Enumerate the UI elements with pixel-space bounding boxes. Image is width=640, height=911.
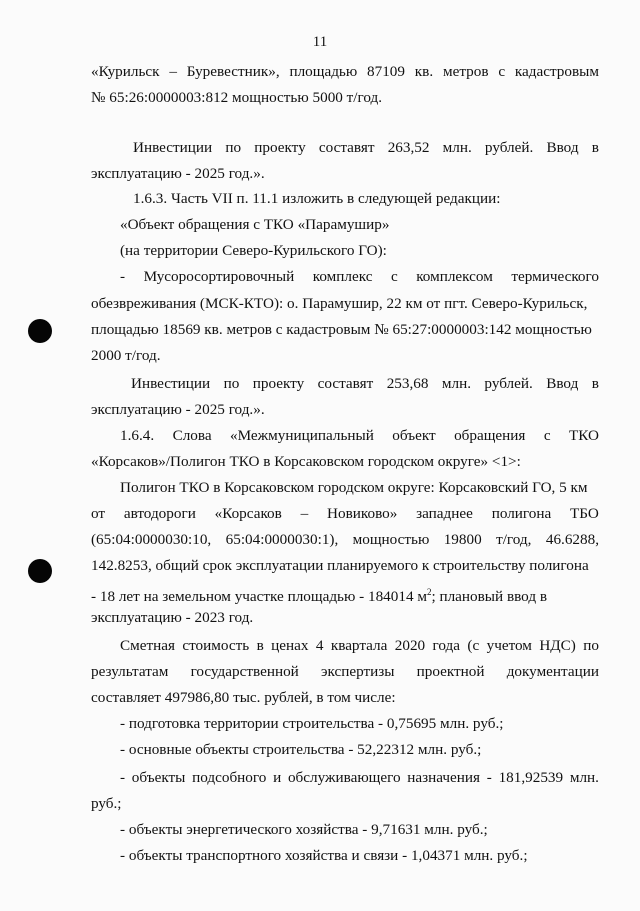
word: кадастровым (514, 63, 599, 80)
text-line: Полигон ТКО в Корсаковском городском округе: Корсаковский ГО, 5 км (120, 479, 588, 496)
word: 4 (315, 637, 324, 654)
word: по (583, 637, 599, 654)
word: Новиково» (327, 505, 398, 522)
word: рублей. (484, 139, 534, 156)
word: «Курильск (91, 63, 160, 80)
word: назначения (407, 769, 481, 786)
word: 253,68 (386, 375, 429, 392)
list-item (120, 768, 599, 788)
word: Сметная (120, 637, 175, 654)
page-number: 11 (312, 34, 328, 50)
text-line (91, 504, 599, 524)
text-line: (на территории Северо-Курильского ГО): (120, 242, 387, 259)
word: проектной (416, 663, 485, 680)
text-span: ; плановый ввод в (431, 588, 548, 605)
word: государственной (190, 663, 299, 680)
word: 65:04:0000030:1), (225, 531, 339, 548)
word: 263,52 (387, 139, 430, 156)
text-line: эксплуатацию - 2025 год.». (91, 401, 265, 418)
text-line: эксплуатацию - 2025 год.». (91, 165, 265, 182)
word: с (543, 427, 551, 444)
punch-hole-top (28, 319, 52, 343)
text-line: № 65:26:0000003:812 мощностью 5000 т/год. (91, 89, 383, 106)
word: ТКО (569, 427, 599, 444)
word: ценах (271, 637, 309, 654)
word: обращения (454, 427, 526, 444)
word: квартала (330, 637, 388, 654)
word: в (591, 375, 599, 392)
word: автодороги (123, 505, 196, 522)
text-line (120, 426, 599, 446)
word: - (120, 769, 126, 786)
word: 87109 (367, 63, 405, 80)
word: Слова (172, 427, 212, 444)
text-line: обезвреживания (МСК-КТО): о. Парамушир, 22 км от пгт. Северо-Курильск, (91, 295, 588, 312)
word: - (486, 769, 492, 786)
word: рублей. (484, 375, 533, 392)
superscript: 2 (426, 587, 432, 597)
word: от (91, 505, 106, 522)
punch-hole-bottom (28, 559, 52, 583)
list-item: - основные объекты строительства - 52,22312 млн. руб.; (120, 741, 482, 758)
word: с (390, 268, 398, 285)
word: в (591, 139, 599, 156)
word: «Корсаков (214, 505, 282, 522)
text-line: 142.8253, общий срок эксплуатации планируемого к строительству полигона (91, 557, 589, 574)
word: учетом (486, 637, 532, 654)
word: обслуживающего (287, 769, 401, 786)
word: Ввод (546, 375, 579, 392)
text-line: «Корсаков»/Полигон ТКО в Корсаковском городском округе» <1>: (91, 453, 521, 470)
word: – (300, 505, 309, 522)
text-line (120, 267, 599, 287)
word: 181,92539 (498, 769, 564, 786)
text-line (131, 374, 599, 394)
text-line: «Объект обращения с ТКО «Парамушир» (120, 216, 390, 233)
word: «Межмуниципальный (230, 427, 374, 444)
list-item: - объекты энергетического хозяйства - 9,71631 млн. руб.; (120, 821, 488, 838)
word: т/год, (496, 531, 532, 548)
text-line: эксплуатацию - 2023 год. (91, 609, 254, 626)
word: экспертизы (320, 663, 395, 680)
text-line (120, 636, 599, 656)
word: проекту (254, 139, 306, 156)
word: составят (318, 139, 375, 156)
word: Инвестиции (133, 139, 213, 156)
text-line: руб.; (91, 795, 122, 812)
text-line: площадью 18569 кв. метров с кадастровым № 65:27:0000003:142 мощностью (91, 321, 592, 338)
word: (с (467, 637, 480, 654)
word: мощностью (352, 531, 430, 548)
word: 19800 (443, 531, 482, 548)
word: метров (442, 63, 489, 80)
word: и (273, 769, 282, 786)
word: площадью (289, 63, 358, 80)
word: по (225, 139, 242, 156)
word: термического (511, 268, 599, 285)
text-span: - 18 лет на земельном участке площадью - 184014 м (91, 588, 427, 605)
word: Мусоросортировочный (143, 268, 295, 285)
word: 46.6288, (545, 531, 599, 548)
word: - (120, 268, 126, 285)
word: млн. (441, 375, 471, 392)
text-line (91, 582, 599, 607)
word: ТБО (570, 505, 599, 522)
word: западнее (416, 505, 473, 522)
text-line: 2000 т/год. (91, 347, 161, 364)
word: кв. (414, 63, 434, 80)
text-line (133, 138, 599, 158)
word: в (256, 637, 264, 654)
word: проекту (252, 375, 305, 392)
word: НДС) (539, 637, 576, 654)
word: объект (392, 427, 436, 444)
text-line: 1.6.3. Часть VII п. 11.1 изложить в следующей редакции: (133, 190, 501, 207)
text-line (91, 662, 599, 682)
word: Инвестиции (131, 375, 211, 392)
text-line: составляет 497986,80 тыс. рублей, в том числе: (91, 689, 396, 706)
word: комплекс (312, 268, 373, 285)
text-line (91, 530, 599, 550)
word: объекты (131, 769, 186, 786)
word: Ввод (546, 139, 579, 156)
word: года (432, 637, 460, 654)
word: млн. (569, 769, 599, 786)
word: Буревестник», (186, 63, 280, 80)
word: (65:04:0000030:10, (91, 531, 212, 548)
word: стоимость (182, 637, 250, 654)
word: составят (317, 375, 374, 392)
word: полигона (491, 505, 552, 522)
word: комплексом (416, 268, 493, 285)
word: по (223, 375, 240, 392)
word: 1.6.4. (120, 427, 155, 444)
list-item: - подготовка территории строительства - 0,75695 млн. руб.; (120, 715, 504, 732)
list-item: - объекты транспортного хозяйства и связи - 1,04371 млн. руб.; (120, 847, 528, 864)
word: 2020 (394, 637, 426, 654)
word: документации (506, 663, 599, 680)
word: с (498, 63, 506, 80)
word: млн. (442, 139, 472, 156)
word: результатам (91, 663, 169, 680)
text-line (91, 62, 599, 82)
word: – (169, 63, 177, 80)
word: подсобного (192, 769, 267, 786)
